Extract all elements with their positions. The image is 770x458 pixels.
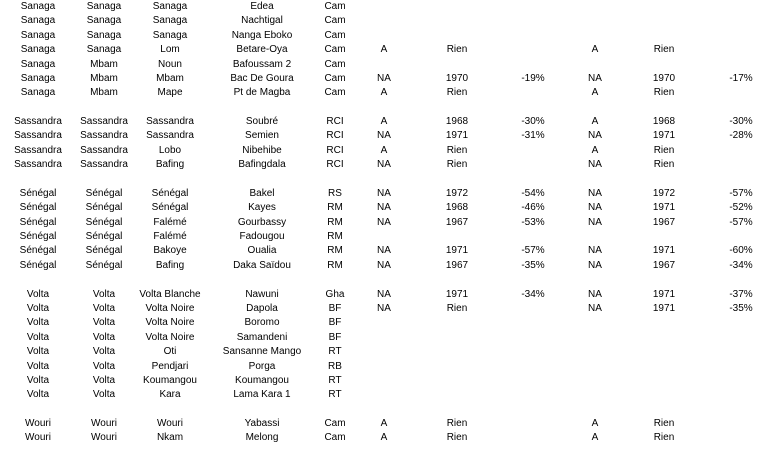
table-cell: Gha: [325, 288, 345, 300]
table-cell: Mbam: [90, 72, 118, 84]
table-cell: A: [591, 116, 599, 128]
table-cell: NA: [588, 245, 602, 257]
table-cell: Sénégal: [85, 245, 123, 257]
table-cell: Boromo: [244, 317, 280, 329]
table-cell: Bakel: [249, 187, 275, 199]
table-cell: NA: [588, 72, 602, 84]
table-cell: Bafoussam 2: [232, 58, 292, 70]
table-cell: 1970: [652, 72, 676, 84]
table-cell: Cam: [324, 87, 346, 99]
table-cell: Volta Noire: [145, 302, 195, 314]
table-cell: Sénégal: [85, 187, 123, 199]
table-cell: A: [591, 432, 599, 444]
table-cell: Koumangou: [143, 374, 197, 386]
table-cell: NA: [588, 159, 602, 171]
table-cell: Volta: [26, 302, 50, 314]
table-cell: -35%: [521, 259, 545, 271]
table-cell: Rien: [446, 432, 468, 444]
table-cell: NA: [377, 159, 391, 171]
table-cell: RCI: [326, 130, 344, 142]
table-cell: NA: [588, 302, 602, 314]
table-cell: Fadougou: [239, 231, 285, 243]
table-cell: Volta: [26, 360, 50, 372]
table-cell: Falémé: [153, 231, 187, 243]
table-cell: Sénégal: [85, 216, 123, 228]
table-cell: Cam: [324, 58, 346, 70]
table-cell: -46%: [521, 202, 545, 214]
table-cell: Sénégal: [85, 259, 123, 271]
table-cell: -57%: [729, 187, 753, 199]
table-cell: Rien: [653, 432, 675, 444]
table-cell: Rien: [446, 87, 468, 99]
table-cell: -35%: [729, 302, 753, 314]
table-cell: Volta: [26, 331, 50, 343]
table-cell: NA: [377, 187, 391, 199]
table-cell: NA: [377, 259, 391, 271]
table-cell: NA: [377, 302, 391, 314]
table-cell: Volta: [26, 389, 50, 401]
table-cell: Volta Noire: [145, 331, 195, 343]
table-cell: Sénégal: [85, 231, 123, 243]
table-cell: Oualia: [247, 245, 277, 257]
table-cell: Volta Noire: [145, 317, 195, 329]
table-cell: Bafingdala: [238, 159, 286, 171]
table-cell: RB: [328, 360, 342, 372]
table-cell: Bafing: [155, 259, 185, 271]
table-cell: Sansanne Mango: [222, 346, 302, 358]
table-cell: RM: [327, 231, 343, 243]
table-cell: -19%: [521, 72, 545, 84]
table-cell: RS: [328, 187, 342, 199]
table-cell: Falémé: [153, 216, 187, 228]
table-cell: Sénégal: [19, 187, 57, 199]
table-cell: Mbam: [90, 58, 118, 70]
table-cell: Wouri: [91, 432, 117, 444]
table-cell: RT: [328, 374, 342, 386]
table-cell: Cam: [324, 44, 346, 56]
table-cell: Volta: [92, 288, 116, 300]
table-cell: Sanaga: [152, 29, 188, 41]
table-cell: Nachtigal: [241, 15, 283, 27]
table-cell: Sanaga: [152, 1, 188, 12]
table-cell: NA: [588, 202, 602, 214]
table-cell: Volta: [92, 346, 116, 358]
table-cell: Cam: [324, 432, 346, 444]
table-cell: Rien: [446, 302, 468, 314]
table-cell: Sanaga: [86, 1, 122, 12]
table-cell: Volta Blanche: [139, 288, 201, 300]
table-cell: Sénégal: [19, 216, 57, 228]
table-cell: Sanaga: [20, 15, 56, 27]
table-cell: -57%: [729, 216, 753, 228]
table-cell: Sassandra: [14, 130, 62, 142]
table-cell: -30%: [729, 116, 753, 128]
table-cell: Volta: [92, 374, 116, 386]
table-cell: -57%: [521, 245, 545, 257]
table-cell: Bakoye: [153, 245, 187, 257]
table-cell: RM: [327, 216, 343, 228]
table-cell: Rien: [653, 144, 675, 156]
table-cell: Nibehibe: [242, 144, 282, 156]
table-cell: 1971: [652, 245, 676, 257]
table-cell: RM: [327, 202, 343, 214]
table-cell: Volta: [92, 331, 116, 343]
table-cell: A: [591, 44, 599, 56]
table-cell: Volta: [26, 346, 50, 358]
table-cell: Dapola: [246, 302, 278, 314]
table-cell: -52%: [729, 202, 753, 214]
table-cell: -53%: [521, 216, 545, 228]
table-cell: Rien: [653, 418, 675, 430]
table-cell: NA: [377, 130, 391, 142]
table-cell: BF: [328, 331, 342, 343]
table-cell: A: [591, 87, 599, 99]
table-cell: 1972: [445, 187, 469, 199]
table-cell: Mbam: [156, 72, 184, 84]
table-cell: 1971: [445, 130, 469, 142]
table-cell: Sanaga: [20, 87, 56, 99]
table-cell: Sénégal: [19, 245, 57, 257]
table-cell: Gourbassy: [237, 216, 287, 228]
table-cell: A: [380, 87, 388, 99]
table-cell: RM: [327, 259, 343, 271]
table-cell: Oti: [163, 346, 177, 358]
table-cell: Nawuni: [245, 288, 279, 300]
table-cell: -60%: [729, 245, 753, 257]
table-cell: Cam: [324, 72, 346, 84]
table-cell: Sassandra: [14, 116, 62, 128]
table-cell: A: [380, 116, 388, 128]
table-cell: Sanaga: [20, 1, 56, 12]
table-cell: Rien: [446, 418, 468, 430]
table-cell: -37%: [729, 288, 753, 300]
table-cell: Sassandra: [146, 130, 194, 142]
table-cell: Noun: [158, 58, 182, 70]
table-cell: 1967: [445, 259, 469, 271]
table-cell: 1968: [652, 116, 676, 128]
table-cell: -28%: [729, 130, 753, 142]
table-cell: Sassandra: [14, 159, 62, 171]
table-cell: NA: [588, 216, 602, 228]
table-cell: Mbam: [90, 87, 118, 99]
table-cell: Sanaga: [86, 29, 122, 41]
table-cell: Volta: [92, 389, 116, 401]
table-cell: Nkam: [156, 432, 184, 444]
table-cell: -54%: [521, 187, 545, 199]
table-cell: Nanga Eboko: [231, 29, 293, 41]
table-cell: A: [591, 144, 599, 156]
table-cell: Mape: [157, 87, 183, 99]
table-cell: Sassandra: [80, 130, 128, 142]
table-cell: -34%: [729, 259, 753, 271]
table-cell: 1971: [445, 288, 469, 300]
table-cell: Sénégal: [151, 202, 189, 214]
table-cell: 1972: [652, 187, 676, 199]
table-cell: Volta: [92, 317, 116, 329]
table-cell: Rien: [653, 44, 675, 56]
table-cell: Bafing: [155, 159, 185, 171]
table-cell: A: [380, 44, 388, 56]
table-cell: NA: [588, 130, 602, 142]
table-cell: Sassandra: [80, 144, 128, 156]
table-cell: NA: [377, 216, 391, 228]
table-cell: Lobo: [158, 144, 182, 156]
table-cell: Rien: [653, 159, 675, 171]
table-cell: RCI: [326, 144, 344, 156]
table-cell: Wouri: [25, 418, 51, 430]
table-cell: -31%: [521, 130, 545, 142]
table-cell: 1968: [445, 116, 469, 128]
table-cell: Koumangou: [235, 374, 289, 386]
table-cell: Sanaga: [20, 29, 56, 41]
table-cell: Volta: [26, 374, 50, 386]
table-cell: 1971: [652, 130, 676, 142]
table-cell: 1971: [652, 288, 676, 300]
table-cell: Sénégal: [19, 202, 57, 214]
table-cell: Pendjari: [151, 360, 189, 372]
table-cell: NA: [588, 288, 602, 300]
table-cell: Cam: [324, 1, 346, 12]
table-cell: Sénégal: [19, 259, 57, 271]
table-cell: Rien: [653, 87, 675, 99]
table-cell: 1971: [652, 302, 676, 314]
table-cell: A: [591, 418, 599, 430]
table-cell: Volta: [26, 317, 50, 329]
table-cell: NA: [377, 202, 391, 214]
table-cell: -34%: [521, 288, 545, 300]
table-cell: Wouri: [91, 418, 117, 430]
table-cell: Melong: [245, 432, 279, 444]
table-cell: Kara: [159, 389, 181, 401]
table-cell: Sénégal: [19, 231, 57, 243]
table-cell: A: [380, 432, 388, 444]
table-cell: 1968: [445, 202, 469, 214]
table-cell: 1967: [445, 216, 469, 228]
table-cell: Cam: [324, 29, 346, 41]
table-cell: BF: [328, 317, 342, 329]
table-cell: Cam: [324, 418, 346, 430]
table-cell: Sassandra: [80, 159, 128, 171]
table-cell: A: [380, 418, 388, 430]
table-cell: Wouri: [25, 432, 51, 444]
table-cell: Yabassi: [244, 418, 280, 430]
table-cell: RM: [327, 245, 343, 257]
table-cell: Rien: [446, 144, 468, 156]
table-cell: RT: [328, 346, 342, 358]
table-cell: NA: [588, 259, 602, 271]
table-cell: Sanaga: [20, 44, 56, 56]
table-cell: Sassandra: [146, 116, 194, 128]
table-cell: NA: [377, 245, 391, 257]
table-cell: Sanaga: [20, 58, 56, 70]
table-cell: Sassandra: [80, 116, 128, 128]
table-cell: Sénégal: [85, 202, 123, 214]
table-cell: Sénégal: [151, 187, 189, 199]
table-cell: Soubré: [245, 116, 279, 128]
table-cell: Sanaga: [20, 72, 56, 84]
table-cell: Cam: [324, 15, 346, 27]
table-cell: Sanaga: [152, 15, 188, 27]
table-cell: Betare-Oya: [236, 44, 288, 56]
table-cell: 1967: [652, 259, 676, 271]
table-cell: Sanaga: [86, 15, 122, 27]
table-cell: Rien: [446, 44, 468, 56]
table-cell: Semien: [245, 130, 279, 142]
table-cell: Samandeni: [236, 331, 288, 343]
table-cell: RT: [328, 389, 342, 401]
table-cell: -17%: [729, 72, 753, 84]
table-cell: Lama Kara 1: [233, 389, 291, 401]
table-cell: 1971: [445, 245, 469, 257]
table-cell: Wouri: [157, 418, 183, 430]
table-cell: NA: [588, 187, 602, 199]
table-cell: RCI: [326, 159, 344, 171]
table-cell: Volta: [92, 302, 116, 314]
table-cell: BF: [328, 302, 342, 314]
table-cell: 1967: [652, 216, 676, 228]
table-cell: NA: [377, 72, 391, 84]
table-cell: -30%: [521, 116, 545, 128]
table-cell: Pt de Magba: [233, 87, 291, 99]
table-cell: Volta: [92, 360, 116, 372]
table-cell: Edea: [250, 1, 274, 12]
table-cell: A: [380, 144, 388, 156]
table-cell: Porga: [248, 360, 276, 372]
table-cell: 1971: [652, 202, 676, 214]
table-cell: Volta: [26, 288, 50, 300]
table-cell: Daka Saïdou: [233, 259, 291, 271]
table-cell: Kayes: [248, 202, 276, 214]
table-cell: Rien: [446, 159, 468, 171]
table-cell: Bac De Goura: [230, 72, 294, 84]
table-cell: Sassandra: [14, 144, 62, 156]
table-cell: 1970: [445, 72, 469, 84]
table-cell: NA: [377, 288, 391, 300]
table-cell: Sanaga: [86, 44, 122, 56]
table-cell: Lom: [160, 44, 180, 56]
table-cell: RCI: [326, 116, 344, 128]
